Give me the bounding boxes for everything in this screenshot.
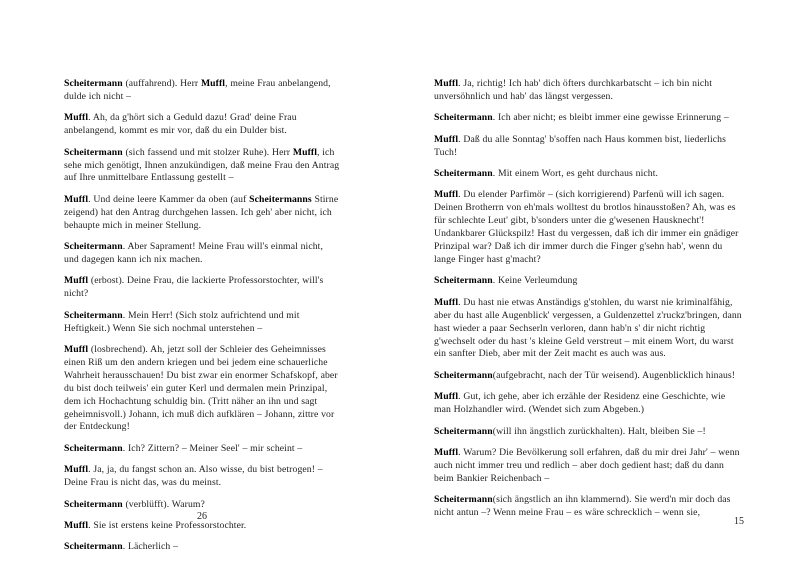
speech-text: . Daß du alle Sonntag' b'soffen nach Haus kommen bist, liederlichs Tuch!: [434, 133, 726, 158]
speech-paragraph: [64, 147, 340, 186]
speech-paragraph: [64, 344, 340, 434]
speech-paragraph: [434, 134, 744, 160]
right-page-number: 15: [734, 516, 744, 527]
speech-paragraph: [64, 541, 340, 554]
speaker-name: Muffl: [434, 189, 459, 201]
speaker-name: Scheitermann: [64, 541, 123, 553]
speech-paragraph: [434, 168, 744, 181]
speech-text-continued: , ich sehe mich genötigt, Ihnen anzukündigen, daß meine Frau den Antrag auf Ihre unmittelbare Entlassung gestellt –: [64, 146, 340, 184]
speech-text: . Aber Saprament! Meine Frau will's einmal nicht, und dagegen kann ich nix machen.: [64, 241, 323, 265]
speech-text: . Mein Herr! (Sich stolz aufrichtend und mit Heftigkeit.) Wenn Sie sich nochmal unterstehen –: [64, 309, 300, 334]
speech-text: . Und deine leere Kammer da oben (auf: [88, 193, 250, 205]
speech-paragraph: [64, 78, 340, 104]
speech-text: . Sie ist erstens keine Professorstochter.: [88, 519, 247, 531]
speech-paragraph: [64, 241, 340, 267]
speech-text: . Gut, ich gehe, aber ich erzähle der Residenz eine Geschichte, wie man Holzhandler wird. (Wendet sich zum Abgeben.): [434, 391, 726, 416]
speech-paragraph: [64, 275, 340, 301]
speech-paragraph: [434, 78, 744, 104]
speaker-name: Muffl: [64, 464, 89, 476]
speech-paragraph: [64, 112, 340, 138]
speaker-name: Scheitermann: [434, 494, 493, 506]
speaker-name: Muffl: [64, 344, 89, 355]
speaker-name: Scheitermann: [64, 241, 123, 253]
speech-text: . Ich aber nicht; es bleibt immer eine gewisse Erinnerung –: [492, 112, 729, 124]
speech-text: (losbrechend). Ah, jetzt soll der Schleier des Geheimnisses einen Riß um den andern kriegen und bei jedem eine schauerliche Wahrheit herausschauen! Du bist zwar ein enormer Schafskopf, aber du bist doch teilweis' ein guter Kerl und dermalen mein Prinzipal, dem ich Hochachtung schuldig bin. (Tritt näher an ihn und sagt geheimnisvoll.) Johann, ich muß dich aufklären – Johann, zittre vor der Entdeckung!: [64, 344, 338, 433]
speech-paragraph: [64, 443, 340, 456]
speech-text: (auffahrend). Herr: [122, 78, 201, 89]
speech-text-continued: , meine Frau anbelangend, dulde ich nicht –: [64, 78, 331, 102]
speech-text: . Du elender Parfimör – (sich korrigierend) Parfenü will ich sagen. Deinen Brotherrn von eh'mals wolltest du brotlos hinausstoßen? Ah, was es für schlechte Leut' gibt, b'sonders unter die g'wesenen Hausknecht'! Undankbarer Glückspilz! Hast du vergessen, daß ich dir immer ein gnädiger Prinzipal war? Daß ich dir immer durch die Finger g'sehn hab', wenn du lange Finger hast g'macht?: [434, 189, 739, 265]
speech-text: . Warum? Die Bevölkerung soll erfahren, daß du mir drei Jahr' – wenn auch nicht immer treu und redlich – aber doch gedient hast; daß du dann beim Bankier Reichenbach –: [434, 446, 740, 484]
speaker-name: Muffl: [64, 193, 89, 205]
speaker-name: Scheitermann: [64, 78, 123, 89]
speech-paragraph: [64, 464, 340, 490]
speech-text: . Ja, richtig! Ich hab' dich öfters durchkarbatscht – ich bin nicht unversöhnlich und hab' das längst vergessen.: [434, 78, 713, 102]
speech-paragraph: [434, 297, 744, 362]
speaker-name-inline: Muffl: [200, 78, 226, 89]
speaker-name: Scheitermann: [434, 275, 493, 287]
speech-text-continued: Stirne zeigend) hat den Antrag durchgehen lassen. Ich geh' aber nicht, ich behaupte mich in meiner Stellung.: [64, 193, 339, 231]
speech-text: . Ich? Zittern? – Meiner Seel' – mir scheint –: [122, 442, 303, 454]
speech-paragraph: [64, 194, 340, 233]
speaker-name: Scheitermann: [64, 442, 123, 454]
speaker-name-inline: Muffl: [292, 146, 318, 158]
speaker-name: Muffl: [434, 133, 459, 145]
speaker-name: Scheitermann: [64, 146, 123, 158]
speech-text: . Ja, ja, du fangst schon an. Also wisse, du bist betrogen! – Deine Frau is nicht das, was du meinst.: [64, 464, 323, 489]
speaker-name: Scheitermann: [64, 498, 123, 510]
speaker-name: Scheitermann: [64, 309, 123, 321]
speaker-name: Muffl: [434, 446, 459, 458]
speech-paragraph: [434, 275, 744, 288]
speaker-name-inline: Scheitermanns: [249, 193, 312, 205]
speech-text: (will ihn ängstlich zurückhalten). Halt, bleiben Sie –!: [492, 425, 706, 437]
speaker-name: Scheitermann: [434, 112, 493, 124]
left-page-column: [0, 78, 404, 554]
speaker-name: Scheitermann: [434, 425, 493, 437]
speech-text: . Ah, da g'hört sich a Geduld dazu! Grad' deine Frau anbelangend, kommt es mir vor, daß du ein Dulder bist.: [64, 112, 297, 137]
speaker-name: Muffl: [434, 391, 459, 403]
right-page-speech-list: [434, 78, 744, 520]
speaker-name: Muffl: [64, 519, 89, 531]
left-page-speech-list: [64, 78, 340, 554]
speech-text: (sich fassend und mit stolzer Ruhe). Herr: [122, 146, 293, 158]
speaker-name: Muffl: [434, 296, 459, 308]
two-column-spread: [0, 78, 800, 553]
speech-paragraph: [64, 310, 340, 336]
left-page-number: 26: [197, 511, 207, 522]
speaker-name: Muffl: [64, 275, 89, 287]
speech-paragraph: [434, 447, 744, 486]
right-page-column: [404, 78, 800, 527]
speech-paragraph: [434, 370, 744, 383]
speech-text: (erbost). Deine Frau, die lackierte Professorstochter, will's nicht?: [64, 275, 324, 300]
speech-text: (verblüfft). Warum?: [122, 498, 205, 510]
speech-paragraph: [434, 189, 744, 266]
speech-paragraph: [434, 112, 744, 125]
speech-paragraph: [434, 391, 744, 417]
speaker-name: Muffl: [434, 78, 459, 89]
speech-text: . Lächerlich –: [122, 541, 179, 553]
speaker-name: Muffl: [64, 112, 89, 124]
speaker-name: Scheitermann: [434, 168, 493, 180]
speech-text: (sich ängstlich an ihn klammernd). Sie werd'n mir doch das nicht antun –? Wenn meine Frau – es wäre schrecklich – wenn sie,: [434, 494, 731, 519]
speech-paragraph: [434, 426, 744, 439]
speaker-name: Scheitermann: [434, 369, 493, 381]
speech-text: . Keine Verleumdung: [492, 275, 578, 287]
speech-text: . Mit einem Wort, es geht durchaus nicht.: [492, 168, 659, 180]
speech-text: . Du hast nie etwas Anständigs g'stohlen, du warst nie kriminalfähig, aber du hast alle Augenblick' vergessen, a Guldenzettel z'ruckz'bringen, dann hast wieder a paar Sechserln verloren, dann hab'n s' dir nicht richtig g'wechselt oder du hast 's kleine Geld verstreut – mit einem Wort, du warst ein sanfter Dieb, aber mit der Zeit macht es auch was aus.: [434, 296, 742, 360]
speech-text: (aufgebracht, nach der Tür weisend). Augenblicklich hinaus!: [492, 369, 736, 381]
